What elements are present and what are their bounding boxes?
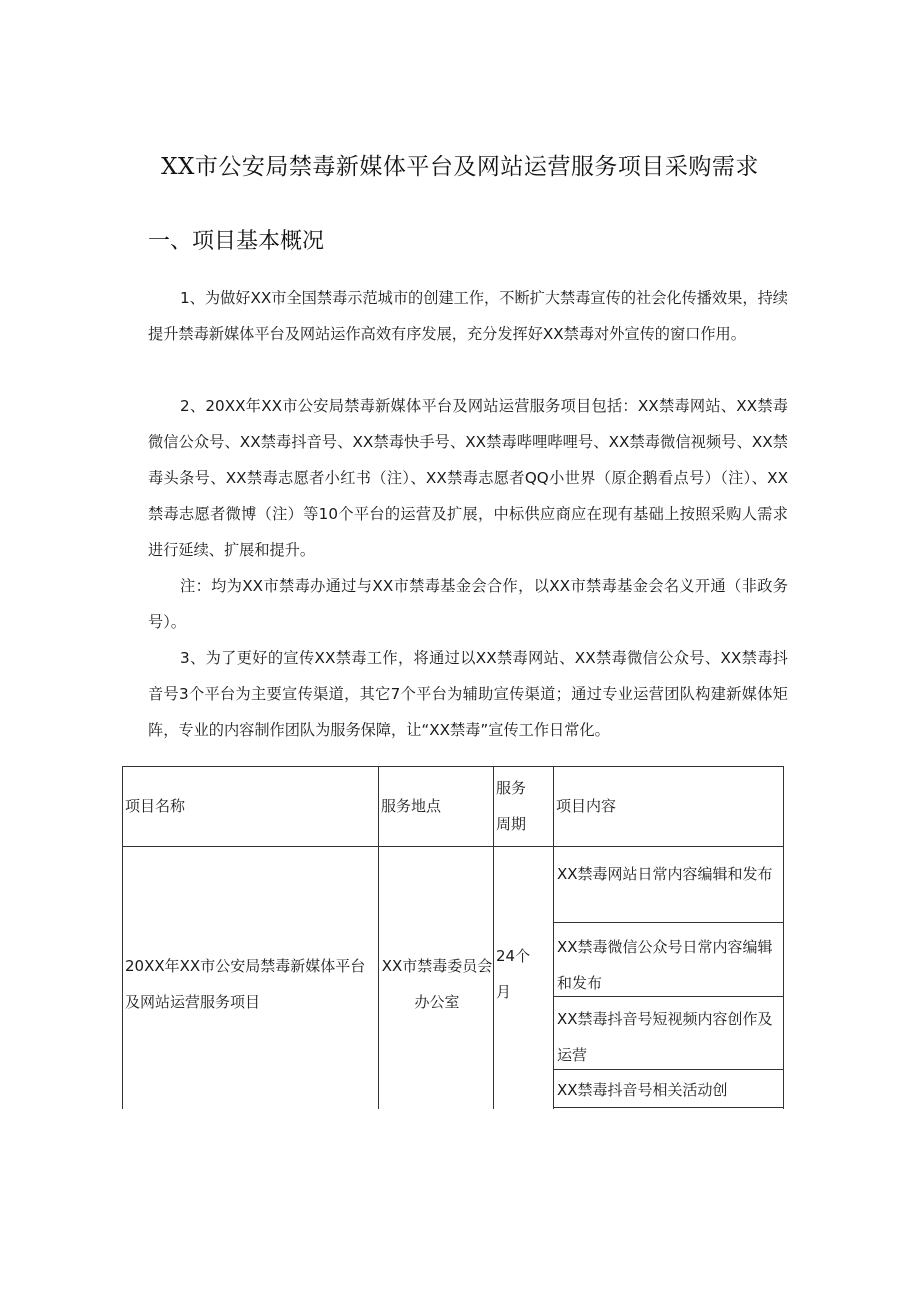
header-project-content: 项目内容 (556, 797, 617, 815)
column-divider-2 (493, 766, 494, 1109)
content-row-divider-1 (553, 922, 784, 923)
cell-project-name: 20XX年XX市公安局禁毒新媒体平台及网站运营服务项目 (125, 957, 366, 1011)
paragraph-3: 3、为了更好的宣传XX禁毒工作，将通过以XX禁毒网站、XX禁毒微信公众号、XX禁毒抖音号3个平台为主要宣传渠道，其它7个平台为辅助宣传渠道；通过专业运营团队构建新媒体矩阵，专业的内容制作团队为服务保障，让“XX禁毒”宣传工作日常化。 (148, 649, 788, 739)
content-item-3: XX禁毒抖音号短视频内容创作及运营 (557, 1010, 773, 1064)
header-service-location: 服务地点 (381, 797, 442, 815)
content-row-divider-4 (553, 1107, 784, 1108)
paragraph-1: 1、为做好XX市全国禁毒示范城市的创建工作，不断扩大禁毒宣传的社会化传播效果，持续提升禁毒新媒体平台及网站运作高效有序发展，充分发挥好XX禁毒对外宣传的窗口作用。 (148, 289, 788, 343)
cell-service-period: 24个月 (496, 947, 531, 1001)
header-project-name: 项目名称 (125, 797, 186, 815)
content-item-2: XX禁毒微信公众号日常内容编辑和发布 (557, 938, 773, 992)
column-divider-1 (378, 766, 379, 1109)
table-border-right (783, 766, 784, 1109)
content-row-divider-2 (553, 996, 784, 997)
cell-service-location: XX市禁毒委员会办公室 (381, 957, 493, 1011)
column-divider-3 (553, 766, 554, 1109)
table-border-left (122, 766, 123, 1109)
table-header-divider (122, 846, 784, 847)
document-title: XX市公安局禁毒新媒体平台及网站运营服务项目采购需求 (161, 154, 759, 180)
header-service-period: 服务周期 (496, 779, 527, 833)
section-heading: 一、项目基本概况 (148, 229, 325, 254)
content-item-1: XX禁毒网站日常内容编辑和发布 (557, 865, 773, 883)
content-row-divider-3 (553, 1069, 784, 1070)
paragraph-2: 2、20XX年XX市公安局禁毒新媒体平台及网站运营服务项目包括：XX禁毒网站、XX禁毒微信公众号、XX禁毒抖音号、XX禁毒快手号、XX禁毒哔哩哔哩号、XX禁毒微信视频号、XX禁毒头条号、XX禁毒志愿者小红书（注）、XX禁毒志愿者QQ小世界（原企鹅看点号）（注）、XX禁毒志愿者微博（注）等10个平台的运营及扩展，中标供应商应在现有基础上按照采购人需求进行延续、扩展和提升。 (148, 397, 788, 559)
content-item-4: XX禁毒抖音号相关活动创 (557, 1081, 728, 1099)
paragraph-note: 注：均为XX市禁毒办通过与XX市禁毒基金会合作，以XX市禁毒基金会名义开通（非政务号）。 (148, 577, 788, 631)
table-border-top (122, 766, 784, 767)
